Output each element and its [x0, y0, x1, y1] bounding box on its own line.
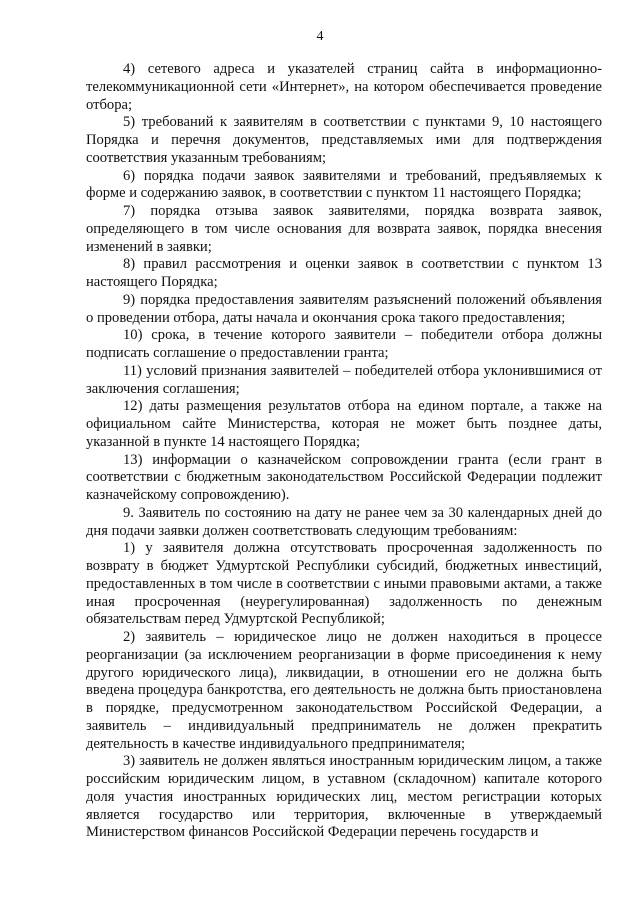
- paragraph-item-10: 10) срока, в течение которого заявители – победители отбора должны подписать соглашение о предоставлении гранта;: [86, 327, 602, 361]
- requirement-item-1: 1) у заявителя должна отсутствовать просроченная задолженность по возврату в бюджет Удмуртской Республики субсидий, бюджетных инвестиций, предоставленных в том числе в соответствии с иными правовыми актами, а также иная просроченная (неурегулированная) задолженность по денежным обязательствам перед Удмуртской Республикой;: [86, 540, 602, 628]
- paragraph-item-13: 13) информации о казначейском сопровождении гранта (если грант в соответствии с бюджетным законодательством Российской Федерации подлежит казначейскому сопровождению).: [86, 451, 602, 503]
- paragraph-item-4: 4) сетевого адреса и указателей страниц сайта в информационно-телекоммуникационной сети «Интернет», на котором обеспечивается проведение отбора;: [86, 61, 602, 113]
- requirement-item-2: 2) заявитель – юридическое лицо не должен находиться в процессе реорганизации (за исключением реорганизации в форме присоединения к нему другого юридического лица), ликвидации, в отношении его не должна быть введена процедура банкротства, его деятельность не должна быть приостановлена в порядке, предусмотренном законодательством Российской Федерации, а заявитель – индивидуальный предприниматель не должен прекратить деятельность в качестве индивидуального предпринимателя;: [86, 629, 602, 752]
- paragraph-item-11: 11) условий признания заявителей – победителей отбора уклонившимися от заключения соглашения;: [86, 362, 602, 397]
- document-body: [86, 61, 602, 842]
- paragraph-item-6: 6) порядка подачи заявок заявителями и требований, предъявляемых к форме и содержанию заявок, в соответствии с пунктом 11 настоящего Порядка;: [86, 167, 602, 202]
- page-number: 4: [316, 29, 324, 44]
- requirement-item-3: 3) заявитель не должен являться иностранным юридическим лицом, а также российским юридическим лицом, в уставном (складочном) капитале которого доля участия иностранных юридических лиц, местом регистрации которых является государство или территория, включенные в утверждаемый Министерством финансов Российской Федерации перечень государств и: [86, 753, 602, 841]
- paragraph-item-7: 7) порядка отзыва заявок заявителями, порядка возврата заявок, определяющего в том числе основания для возврата заявок, порядка внесения изменений в заявки;: [86, 203, 602, 255]
- paragraph-item-5: 5) требований к заявителям в соответствии с пунктами 9, 10 настоящего Порядка и перечня документов, представляемых ими для подтверждения соответствия указанным требованиям;: [86, 114, 602, 166]
- paragraph-item-9: 9) порядка предоставления заявителям разъяснений положений объявления о проведении отбора, даты начала и окончания срока такого предоставления;: [86, 291, 602, 326]
- section-9-heading-paragraph: 9. Заявитель по состоянию на дату не ранее чем за 30 календарных дней до дня подачи заявки должен соответствовать следующим требованиям:: [86, 504, 602, 539]
- paragraph-item-12: 12) даты размещения результатов отбора на едином портале, а также на официальном сайте Министерства, которая не может быть позднее даты, указанной в пункте 14 настоящего Порядка;: [86, 398, 602, 450]
- paragraph-item-8: 8) правил рассмотрения и оценки заявок в соответствии с пунктом 13 настоящего Порядка;: [86, 256, 602, 290]
